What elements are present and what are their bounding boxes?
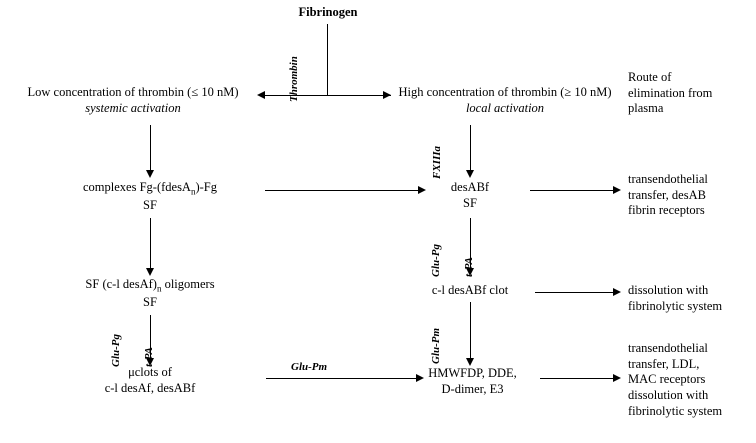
edge-label-thrombin: Thrombin — [288, 56, 300, 102]
edge-complexes-to-oligomers — [150, 218, 151, 270]
node-desabf — [400, 180, 540, 211]
transendo2-line4: dissolution with — [628, 387, 709, 402]
edge-desabf-to-transendothelial-arrow — [613, 186, 621, 194]
node-desabf-line2: SF — [463, 195, 477, 210]
transendo1-line2: transfer, desAB — [628, 187, 706, 202]
edge-label-glu-pg-2: Glu-Pg — [430, 244, 442, 277]
edge-hmwfdp-to-transendothelial2-arrow — [613, 374, 621, 382]
node-sf-oligomers-line2: SF — [143, 294, 157, 309]
node-route-of-elimination — [628, 70, 748, 117]
node-cl-desabf-clot — [395, 283, 545, 299]
node-fibrinogen: Fibrinogen — [298, 5, 358, 19]
node-complexes-line2: SF — [143, 197, 157, 212]
edge-hmwfdp-to-transendothelial2 — [540, 378, 615, 379]
node-sf-oligomers-line1: SF (c-l $desAf)_n$ oligomers — [85, 277, 215, 294]
node-high-concentration-line1: High concentration of thrombin (≥ 10 nM) — [398, 85, 612, 99]
node-low-concentration-line1: Low concentration of thrombin (≤ 10 nM) — [27, 85, 239, 99]
edge-label-glu-pg-1: Glu-Pg — [110, 334, 122, 367]
edge-highconc-to-desabf — [470, 125, 471, 171]
edge-label-tpa-1: t-PA — [143, 347, 155, 367]
transendo2-line1: transendothelial — [628, 341, 708, 355]
transendo2-line2: transfer, LDL, — [628, 356, 700, 371]
node-complexes — [40, 180, 260, 213]
edge-clot-to-hmwfdp — [470, 302, 471, 360]
edge-clot-to-dissolution-arrow — [613, 288, 621, 296]
edge-complexes-to-desabf — [265, 190, 420, 191]
edge-highconc-to-desabf-arrow — [466, 170, 474, 178]
edge-complexes-to-oligomers-arrow — [146, 268, 154, 276]
node-transendothelial-2 — [628, 341, 756, 419]
dissolution-line1: dissolution with — [628, 283, 709, 297]
node-complexes-line1: complexes Fg-(fdesA$_n$)-Fg — [83, 180, 217, 197]
node-uclots — [45, 365, 255, 396]
transendo2-line3: MAC receptors — [628, 372, 706, 387]
node-uclots-line1: μclots of — [128, 365, 172, 379]
transendo2-line5: fibrinolytic system — [628, 403, 723, 418]
edge-low-high-arrow-left — [257, 91, 265, 99]
node-high-concentration — [390, 85, 620, 116]
route-line2: elimination from — [628, 85, 713, 100]
node-desabf-line1: desABf — [450, 180, 490, 194]
node-cl-desabf-clot-line1: c-l desABf clot — [431, 283, 509, 297]
edge-label-glu-pm-1: Glu-Pm — [291, 361, 328, 373]
edge-label-glu-pm-2: Glu-Pm — [430, 327, 442, 364]
transendo1-line1: transendothelial — [628, 172, 708, 186]
edge-label-tpa-2: t-PA — [463, 257, 475, 277]
edge-fibrinogen-to-branch — [327, 24, 328, 96]
route-line1: Route of — [628, 70, 672, 84]
node-sf-oligomers — [45, 277, 255, 310]
node-hmwfdp-line1: HMWFDP, DDE, — [428, 366, 517, 380]
node-low-concentration-line2: systemic activation — [85, 100, 181, 115]
node-dissolution — [628, 283, 753, 314]
route-line3: plasma — [628, 101, 664, 116]
edge-label-fxiiia: FXIIIa — [431, 145, 443, 179]
edge-lowconc-to-complexes-arrow — [146, 170, 154, 178]
node-transendothelial-1 — [628, 172, 753, 219]
edge-desabf-to-transendothelial — [530, 190, 615, 191]
transendo1-line3: fibrin receptors — [628, 203, 705, 218]
edge-clot-to-hmwfdp-arrow — [466, 358, 474, 366]
edge-low-high-line — [265, 95, 391, 96]
dissolution-line2: fibrinolytic system — [628, 298, 723, 313]
node-uclots-line2: c-l desAf, desABf — [104, 380, 196, 395]
edge-uclots-to-hmwfdp — [266, 378, 418, 379]
edge-clot-to-dissolution — [535, 292, 615, 293]
node-hmwfdp-line2: D-dimer, E3 — [441, 381, 504, 396]
node-high-concentration-line2: local activation — [465, 100, 545, 115]
node-low-concentration — [8, 85, 258, 116]
edge-lowconc-to-complexes — [150, 125, 151, 171]
node-hmwfdp — [400, 366, 545, 397]
